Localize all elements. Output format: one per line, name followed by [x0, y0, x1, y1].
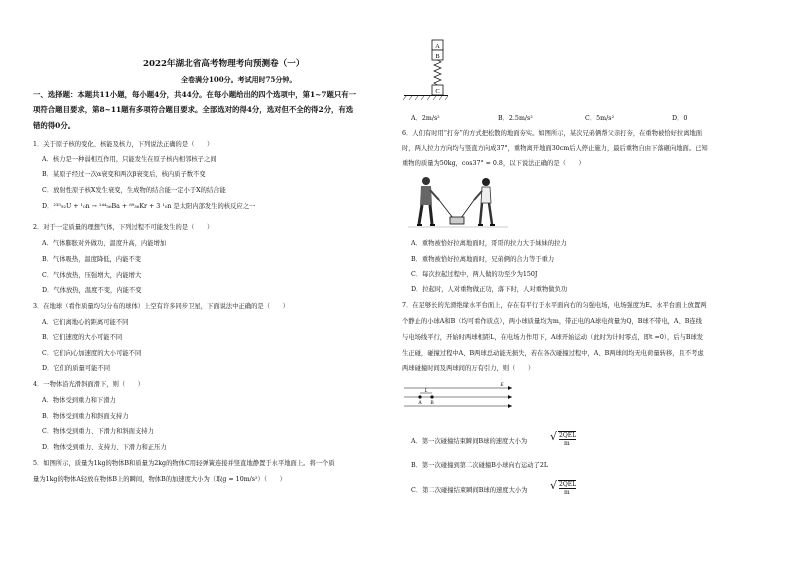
sqrt-symbol: √ [550, 479, 558, 492]
page-subtitle: 全卷满分100分。考试用时75分钟。 [181, 75, 297, 84]
section-instruction-line-3: 错的得0分。 [33, 121, 76, 130]
q7-stem-line-2: 个静止的小球A和B（均可看作质点），两小球质量均为m，带正电的A球电荷量为Q，B球不带电，A、B连线 [402, 318, 702, 325]
q5-fig-label-b: B [435, 53, 440, 60]
q5-option-d: D．0 [672, 115, 688, 122]
q4-option-d: D．物体受到重力、支持力、下滑力和正压力 [42, 444, 167, 451]
q7-option-b: B．第一次碰撞到第二次碰撞B小球向右运动了2L [411, 462, 549, 469]
q3-option-c: C．它们向心加速度的大小可能不同 [42, 350, 142, 357]
q3-stem: 3．在地球（看作质量均匀分布的球体）上空有许多同步卫星，下面说法中正确的是（ ） [33, 303, 289, 310]
q4-option-b: B．物体受到重力和斜面支持力 [42, 413, 129, 420]
q2-option-c: C．气体放热，压强增大，内能增大 [42, 272, 142, 279]
q5-stem-line-1: 5．如图所示，质量为1kg的物体B和质量为2kg的物体C用轻弹簧连接并竖直地静置于水平地面上。将一个质 [33, 460, 335, 467]
q2-option-a: A．气体膨胀对外做功，温度升高，内能增加 [42, 240, 167, 247]
section-instruction-line-1: 一、选择题：本题共11小题，每小题4分，共44分。在每小题给出的四个选项中，第1~7题只有一 [33, 90, 357, 99]
q6-stem-line-1: 6．人们有时用“打夯”的方式把松散的地面夯实。如图所示，某次兄弟俩帮父亲打夯，在重物被恰好拉离地面 [402, 130, 703, 137]
formula-numerator: 2QEL [559, 432, 577, 439]
q7-fig-label-b: B [430, 401, 434, 406]
q7-field-figure [402, 382, 520, 416]
q7-stem-line-3: 与电场线平行，开始时两球相距L，在电场力作用下，A球开始运动（此时为计时零点，即t =0），后与B球发 [402, 334, 704, 341]
q5-stem-line-2: 量为1kg的物体A轻放在物体B上的瞬间，物体B的加速度大小为（取g = 10m/s²）（ ） [33, 476, 286, 483]
q1-option-b: B．某原子经过一次α衰变和两次β衰变后，核内质子数不变 [42, 171, 206, 178]
q4-stem: 4．一物体沿光滑斜面滑下，则（ ） [33, 381, 145, 388]
page-title: 2022年湖北省高考物理考向预测卷（一） [143, 59, 305, 69]
q6-stem-line-3: 重物的质量为50kg，cos37° = 0.8，以下说法正确的是（ ） [402, 160, 585, 167]
q6-stem-line-2: 时，两人拉力方向均与竖直方向成37°，重物离开地面30cm后人停止施力，最后重物自由下落砸向地面。已知 [402, 145, 708, 152]
q5-fig-label-a: A [435, 43, 440, 50]
q7-option-c: C．第二次碰撞结束瞬间B球的速度大小为 [411, 487, 528, 494]
q2-option-b: B．气体吸热，温度降低，内能不变 [42, 256, 142, 263]
formula-denominator: m [564, 440, 570, 447]
q7-option-a: A．第一次碰撞结束瞬间B球的速度大小为 [411, 438, 528, 445]
q6-tamping-figure [408, 172, 508, 232]
q5-spring-figure [402, 38, 462, 106]
formula-numerator: 2QEL [559, 481, 577, 488]
q5-fig-label-c: C [435, 88, 440, 95]
q6-option-d: D．拉起时，人对重物做正功，落下时，人对重物做负功 [411, 286, 568, 293]
q7-fig-label-e: E [500, 383, 504, 388]
q6-option-a: A．重物被恰好拉离地面时，哥哥的拉力大于妹妹的拉力 [411, 240, 567, 247]
q3-option-a: A．它们离地心的距离可能不同 [42, 319, 129, 326]
q5-option-a: A．2m/s² [411, 115, 440, 122]
q6-option-b: B．重物被恰好拉离地面时，兄弟俩的合力等于重力 [411, 256, 555, 263]
q7-stem-line-4: 生正碰，碰撞过程中A、B两球总动能无损失，若在各次碰撞过程中，A、B两球间均无电荷量转移，且不考虑 [402, 350, 704, 357]
q7-fig-label-a: A [418, 401, 422, 406]
q5-option-b: B．2.5m/s² [498, 115, 533, 122]
q5-option-c: C．5m/s² [585, 115, 614, 122]
q2-stem: 2．对于一定质量的理想气体，下列过程不可能发生的是（ ） [33, 224, 214, 231]
q4-option-a: A．物体受到重力和下滑力 [42, 397, 116, 404]
sqrt-symbol: √ [550, 430, 558, 443]
section-instruction-line-2: 项符合题目要求，第8~11题有多项符合题目要求。全部选对的得4分，选对但不全的得2分，有选 [33, 105, 354, 114]
q4-option-c: C．物体受到重力、下滑力和斜面支持力 [42, 428, 154, 435]
q2-option-d: D．气体放热，温度不变，内能不变 [42, 287, 142, 294]
formula-denominator: m [564, 489, 570, 496]
q1-option-d: D．²³⁵₉₂U + ¹₀n → ¹⁴⁴₅₆Ba + ⁸⁹₃₆Kr + 3 ¹₀n 是太阳内部发生的核反应之一 [42, 203, 256, 210]
q7-stem-line-5: 两球碰撞时间及两球间的万有引力，则（ ） [402, 365, 535, 372]
q3-option-b: B．它们速度的大小可能不同 [42, 334, 123, 341]
q1-option-c: C．放射性原子核X发生衰变，生成物的结合能一定小于X的结合能 [42, 187, 226, 194]
q1-stem: 1．关于原子核的变化、核能及核力，下列说法正确的是（ ） [33, 141, 214, 148]
q7-fig-label-l: L [424, 389, 428, 394]
q1-option-a: A．核力是一种弱相互作用，只能发生在原子核内相邻核子之间 [42, 156, 217, 163]
q6-option-c: C．每次拉起过程中，两人做的功至少为150J [411, 271, 538, 278]
q7-stem-line-1: 7．在足够长的光滑绝缘水平台面上，存在有平行于水平面向右的匀强电场，电场强度为E。水平台面上放置两 [402, 302, 707, 309]
q3-option-d: D．它们的质量可能不同 [42, 365, 111, 372]
